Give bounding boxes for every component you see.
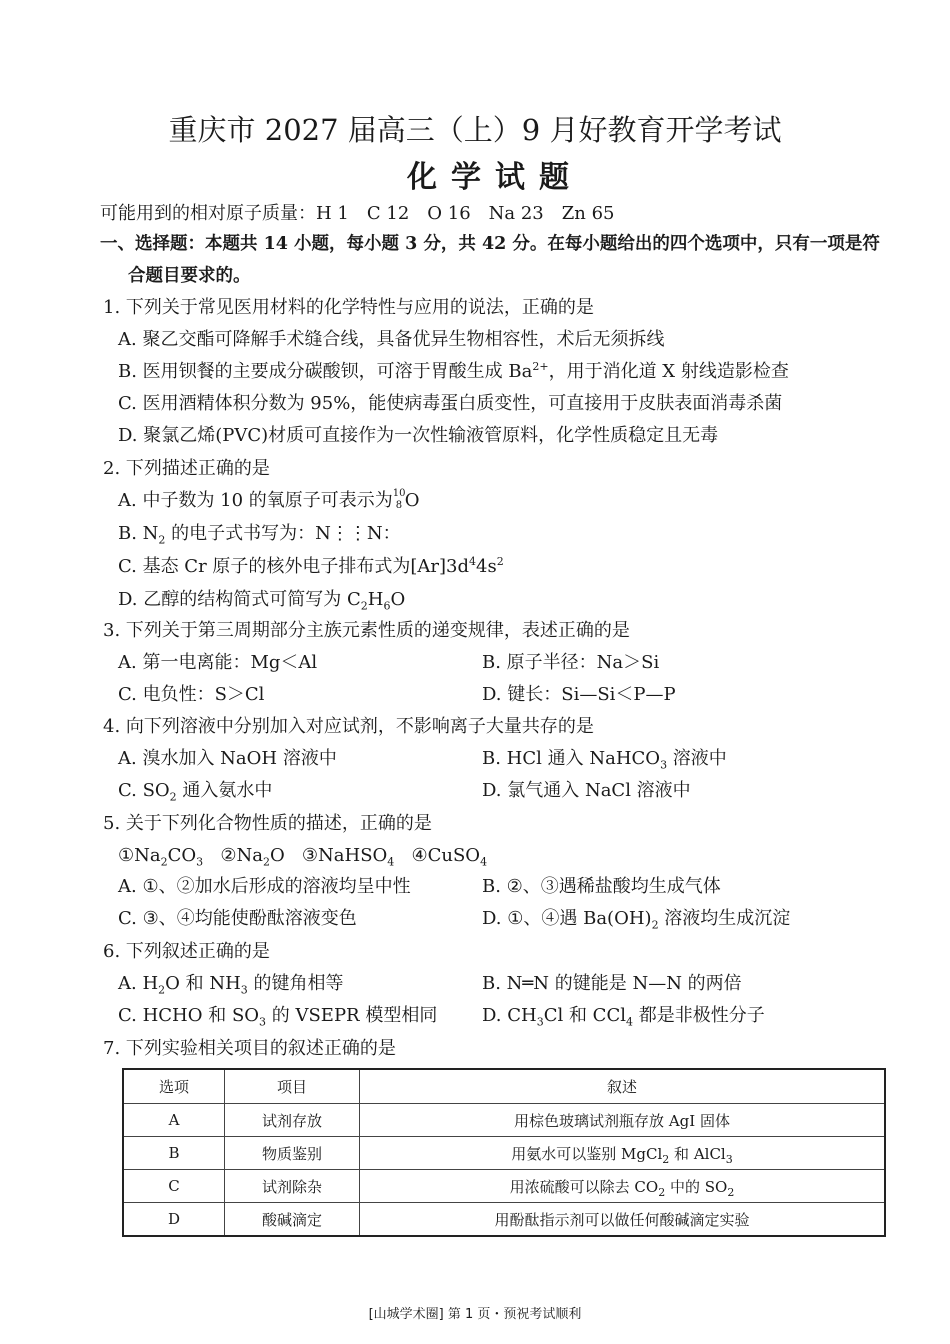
q3-option-d: D. 键长：Si—Si＜P—P xyxy=(482,684,676,705)
q2-option-a: A. 中子数为 10 的氧原子可表示为 10 8 O xyxy=(118,488,420,511)
cell-item: 物质鉴别 xyxy=(225,1137,360,1170)
q5-compounds: $①Na_2CO_3$ $②Na_2O$ ③NaHSO$_4$ ④CuSO$_4$ xyxy=(118,845,488,869)
cell-description: 用酚酞指示剂可以做任何酸碱滴定实验 xyxy=(360,1203,886,1237)
q4-option-c: C. $SO_2$ 通入氨水中 xyxy=(118,780,273,804)
q2-stem: 2. 下列描述正确的是 xyxy=(103,458,270,479)
cell-option: C xyxy=(123,1170,225,1203)
table-header-row xyxy=(123,1069,885,1104)
cell-description: 用氨水可以鉴别 MgCl$_2$ 和 AlCl$_3$ xyxy=(360,1137,886,1170)
cell-item: 酸碱滴定 xyxy=(225,1203,360,1237)
q7-table xyxy=(122,1068,886,1237)
col-header-option: 选项 xyxy=(123,1069,225,1104)
q3-stem: 3. 下列关于第三周期部分主族元素性质的递变规律，表述正确的是 xyxy=(103,620,630,641)
atomic-masses: 可能用到的相对原子质量：H 1 C 12 O 16 Na 23 Zn 65 xyxy=(100,203,615,224)
q2-option-d: D. 乙醇的结构简式可简写为 $C_2H_6O$ xyxy=(118,589,406,613)
q1-option-d: D. 聚氯乙烯(PVC)材质可直接作为一次性输液管原料，化学性质稳定且无毒 xyxy=(118,425,719,446)
table-row xyxy=(123,1203,885,1237)
page-footer: [山城学术圈] 第 1 页・预祝考试顺利 xyxy=(368,1307,582,1322)
cell-item: 试剂除杂 xyxy=(225,1170,360,1203)
q1-stem: 1. 下列关于常见医用材料的化学特性与应用的说法，正确的是 xyxy=(103,297,594,318)
exam-title: 重庆市 2027 届高三（上）9 月好教育开学考试 xyxy=(168,113,782,147)
q6-option-d: D. $CH_3Cl$ 和 CCl$_4$ 都是非极性分子 xyxy=(482,1005,765,1029)
q5-stem: 5. 关于下列化合物性质的描述，正确的是 xyxy=(103,813,432,834)
cell-item: 试剂存放 xyxy=(225,1104,360,1137)
q4-option-d: D. 氯气通入 NaCl 溶液中 xyxy=(482,780,691,801)
q5-option-c: C. ③、④均能使酚酞溶液变色 xyxy=(118,908,357,929)
q6-option-a: A. $H_2O$ 和 $NH_3$ 的键角相等 xyxy=(118,973,344,997)
q4-option-a: A. 溴水加入 NaOH 溶液中 xyxy=(118,748,337,769)
q5-option-a: A. ①、②加水后形成的溶液均呈中性 xyxy=(118,876,411,897)
q3-option-c: C. 电负性：S＞Cl xyxy=(118,684,265,705)
cell-option: D xyxy=(123,1203,225,1237)
exam-subject: 化学试题 xyxy=(407,160,583,195)
cell-option: B xyxy=(123,1137,225,1170)
q2-option-c: C. 基态 Cr 原子的核外电子排布式为$[Ar]3d^44s^2$ xyxy=(118,555,504,577)
cell-description: 用浓硫酸可以除去 $CO_2$ 中的 $SO_2$ xyxy=(360,1170,886,1203)
col-header-item: 项目 xyxy=(225,1069,360,1104)
q6-option-c: C. HCHO 和 $SO_3$ 的 VSEPR 模型相同 xyxy=(118,1005,438,1029)
q3-option-b: B. 原子半径：Na＞Si xyxy=(482,652,660,673)
q4-option-b: B. HCl 通入 NaHCO$_3$ 溶液中 xyxy=(482,748,727,772)
q6-stem: 6. 下列叙述正确的是 xyxy=(103,941,270,962)
q6-option-b: B. N═N 的键能是 N—N 的两倍 xyxy=(482,973,742,994)
section1-instruction-cont: 合题目要求的。 xyxy=(128,266,251,286)
q2-option-b: B. $N_2$ 的电子式书写为：N⋮⋮N： xyxy=(118,523,401,547)
cell-option: A xyxy=(123,1104,225,1137)
cell-description: 用棕色玻璃试剂瓶存放 AgI 固体 xyxy=(360,1104,886,1137)
col-header-description: 叙述 xyxy=(360,1069,886,1104)
q7-stem: 7. 下列实验相关项目的叙述正确的是 xyxy=(103,1038,396,1059)
table-row xyxy=(123,1170,885,1203)
q4-stem: 4. 向下列溶液中分别加入对应试剂，不影响离子大量共存的是 xyxy=(103,716,594,737)
q1-option-c: C. 医用酒精体积分数为 95%，能使病毒蛋白质变性，可直接用于皮肤表面消毒杀菌 xyxy=(118,393,783,414)
table-row xyxy=(123,1104,885,1137)
q5-option-b: B. ②、③遇稀盐酸均生成气体 xyxy=(482,876,721,897)
q3-option-a: A. 第一电离能：Mg＜Al xyxy=(118,652,318,673)
table-row xyxy=(123,1137,885,1170)
q1-option-b: B. 医用钡餐的主要成分碳酸钡，可溶于胃酸生成 $Ba^{2+}$，用于消化道 X 射线造影检查 xyxy=(118,360,789,382)
section1-instruction: 一、选择题：本题共 14 小题，每小题 3 分，共 42 分。在每小题给出的四个选项中，只有一项是符 xyxy=(100,234,880,254)
q5-option-d: D. ①、④遇 $Ba(OH)_2$ 溶液均生成沉淀 xyxy=(482,908,791,932)
q1-option-a: A. 聚乙交酯可降解手术缝合线，具备优异生物相容性，术后无须拆线 xyxy=(118,329,665,350)
